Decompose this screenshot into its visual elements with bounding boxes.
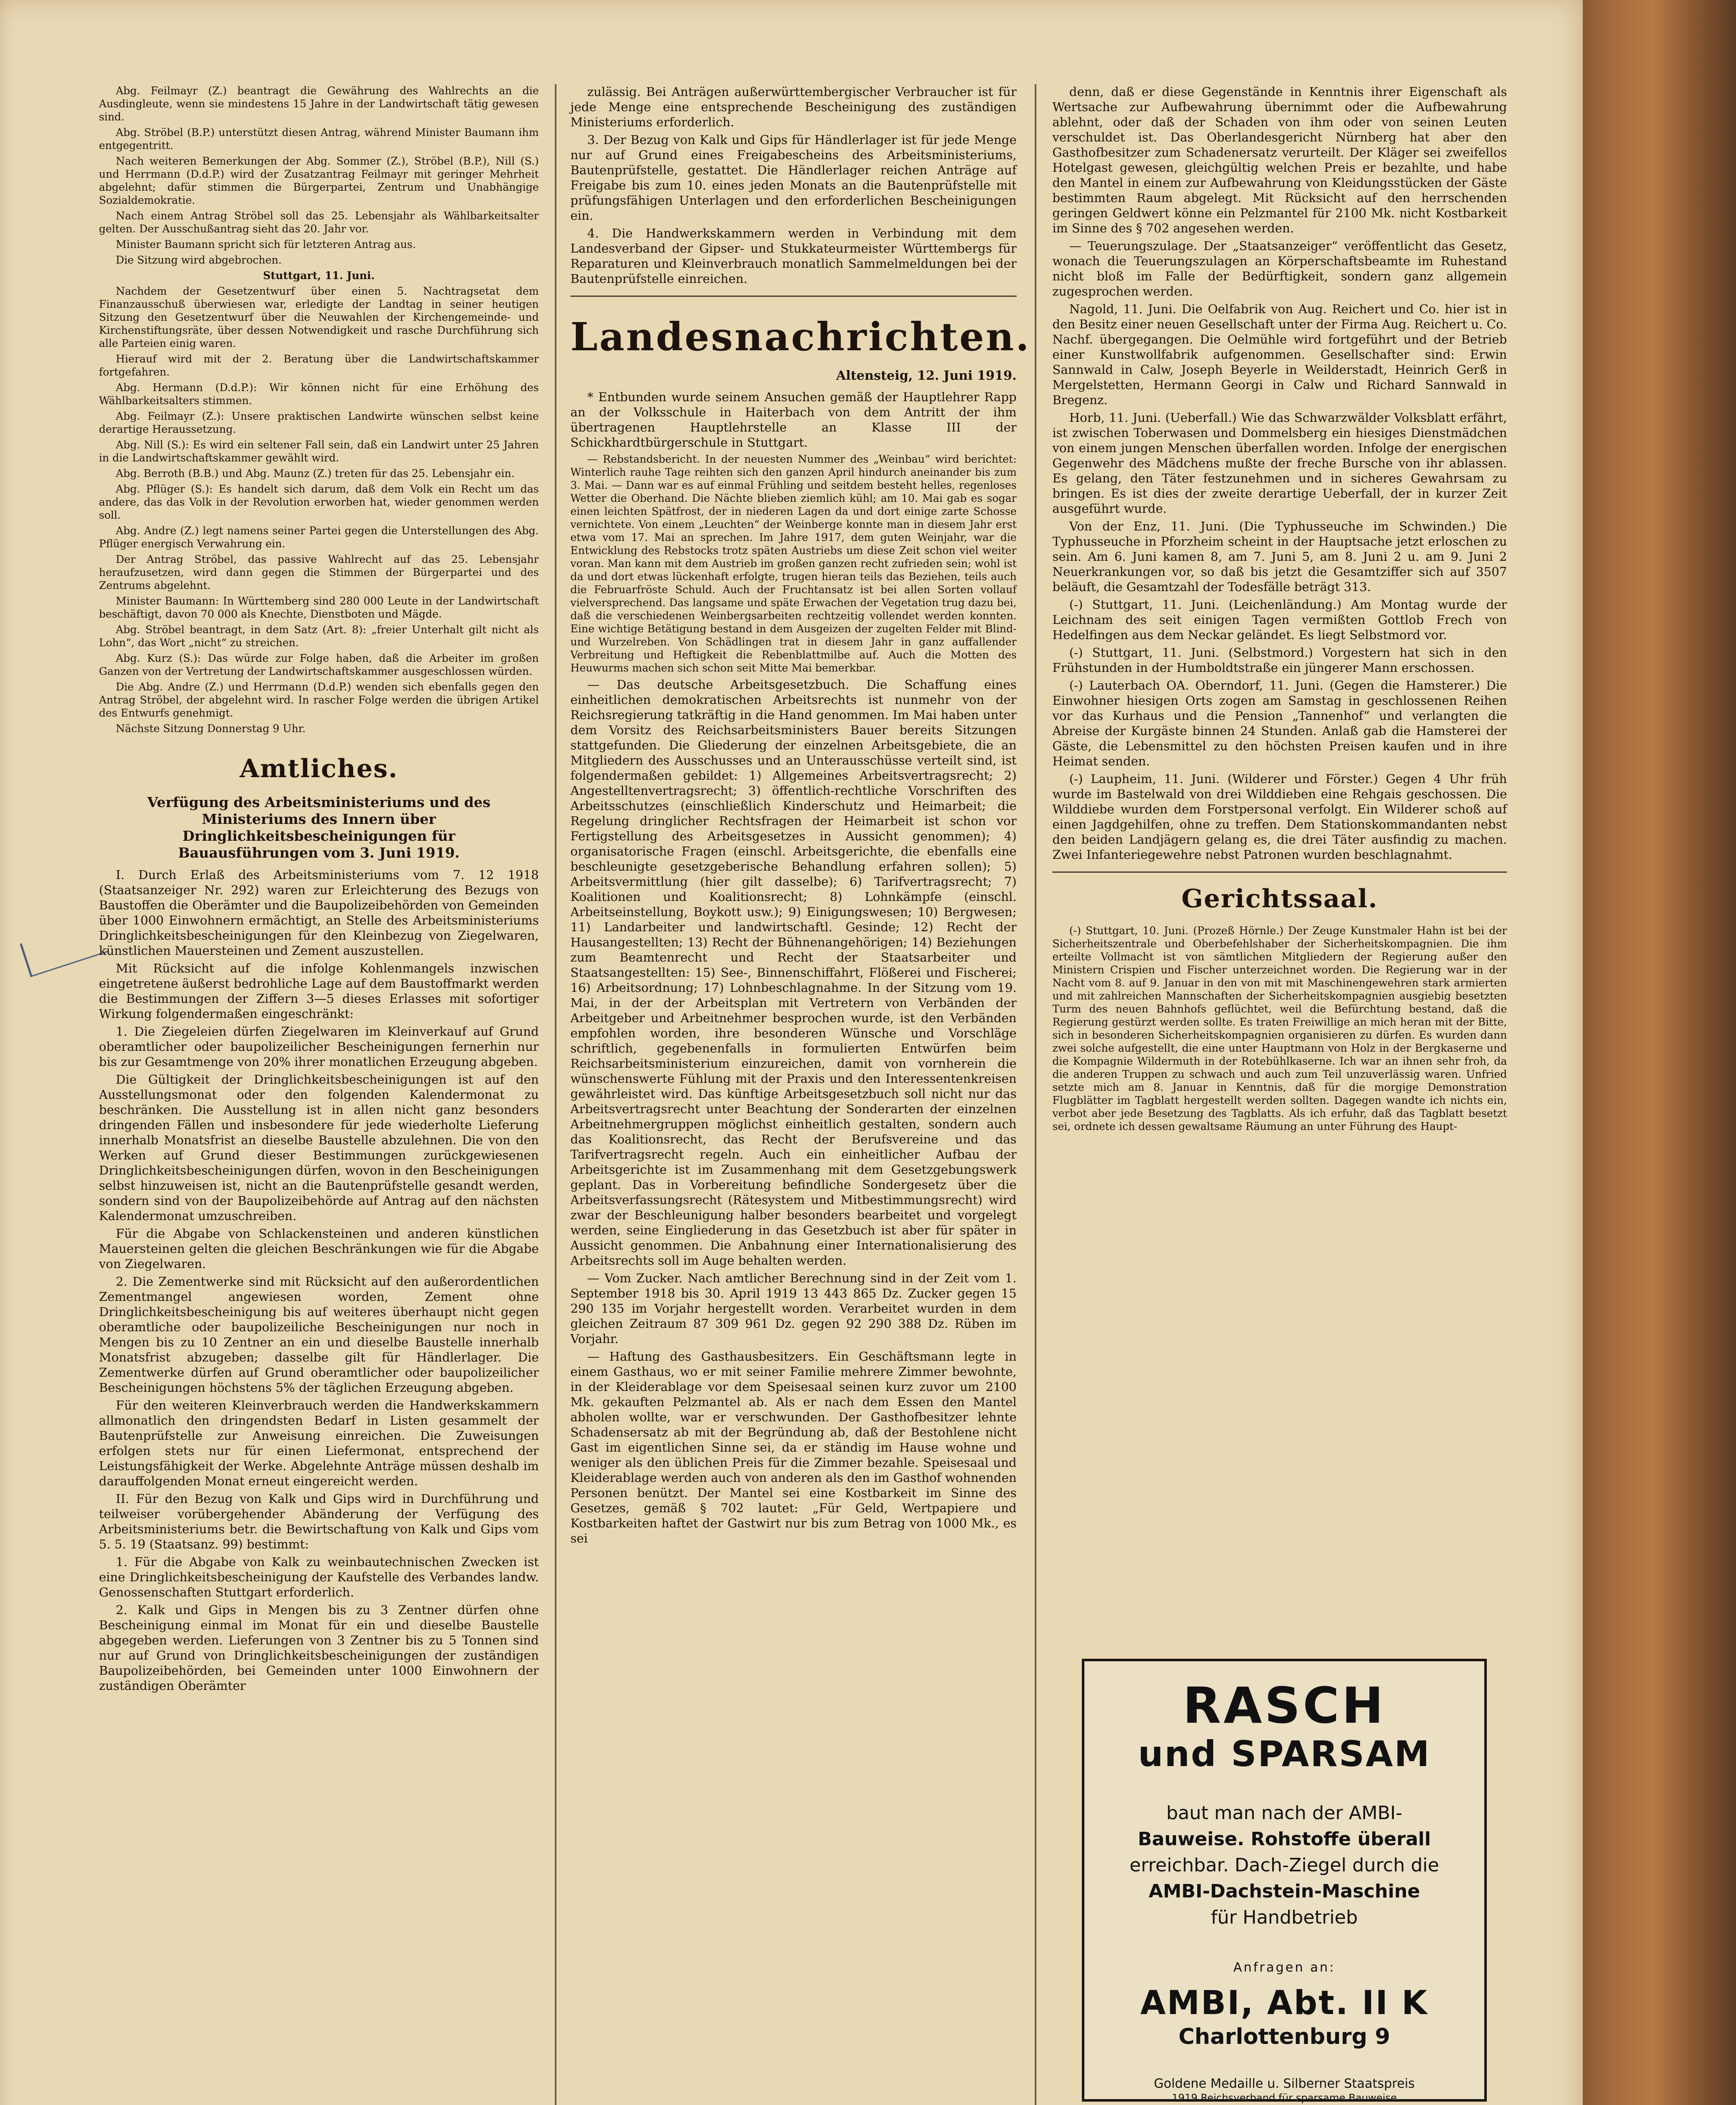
ad-award: Goldene Medaille u. Silberner Staatspreis: [1154, 2076, 1415, 2091]
paragraph: Nächste Sitzung Donnerstag 9 Uhr.: [116, 722, 306, 735]
ad-award-line2: 1919 Reichsverband für sparsame Bauweise: [1172, 2092, 1397, 2104]
paragraph: Minister Baumann: In Württemberg sind 280 000 Leute in der Landwirtschaft beschäftigt, davon 70 000 als Knechte, Dienstboten und Mägde.: [99, 595, 539, 620]
paragraph: Abg. Nill (S.): Es wird ein seltener Fall sein, daß ein Landwirt unter 25 Jahren in die Landwirtschaftskammer gewählt wird.: [99, 439, 539, 464]
paragraph: Abg. Feilmayr (Z.) beantragt die Gewährung des Wahlrechts an die Ausdingleute, wenn sie mindestens 15 Jahre in der Landwirtschaft tätig gewesen sind.: [99, 85, 539, 123]
paragraph: Nagold, 11. Juni. Die Oelfabrik von Aug. Reichert und Co. hier ist in den Besitz einer neuen Gesellschaft unter der Firma Aug. Reichert u. Co. Nachf. übergegangen. Die Oelmühle wird fortgeführt und der Betrieb einer Kunstwollfabrik aufgenommen. Gesellschafter sind: Erwin Sannwald in Calw, Joseph Beyerle in Weilderstadt, Heinrich Gerß in Mergelstetten, Hermann Georgi in Calw und Richard Sannwald in Bregenz.: [1052, 302, 1507, 407]
dateline: Stuttgart, 11. Juni.: [263, 269, 375, 282]
divider: [1052, 871, 1507, 873]
paragraph: (-) Stuttgart, 10. Juni. (Prozeß Hörnle.) Der Zeuge Kunstmaler Hahn ist bei der Sicherheitszentrale und Oberbefehlshaber der Sicherheitskompagnien. Die ihm erteilte Vollmacht ist von sämtlichen Mitgliedern der Regierung außer den Ministern Crispien und Fischer unterzeichnet worden. Die Regierung war in der Nacht vom 8. auf 9. Januar in den von mit mit Maschinengewehren stark armierten und mit zahlreichen Mannschaften der Sicherheitskompagnien ausgiebig besetzten Turm des neuen Bahnhofs geflüchtet, weil die Befürchtung bestand, daß die Regierung gestürzt werden sollte. Es traten Freiwillige an mich heran mit der Bitte, sich in besonderen Sicherheitskompagnien organisieren zu dürfen. Es wurden dann zwei solche aufgestellt, die eine unter Hauptmann von Holz in der Bergkaserne und die Kompagnie Wildermuth in der Rotebühlkaserne. Ich war an ihnen sehr froh, da die anderen Truppen zu schwach und auch zum Teil unzuverlässig waren. Unfried setzte mich am 8. Januar in Kenntnis, daß für die morgige Demonstration Flugblätter im Tagblatt hergestellt werden sollten. Dagegen wandte ich nichts ein, verbot aber jede Besetzung des Tagblatts. Als ich erfuhr, daß das Tagblatt besetzt sei, ordnete ich dessen gewaltsame Räumung an unter Führung des Haupt-: [1052, 925, 1507, 1132]
paragraph: — Teuerungszulage. Der „Staatsanzeiger“ veröffentlicht das Gesetz, wonach die Teuerungszulagen an Körperschaftsbeamte im Ruhestand nicht bloß im Falle der Bedürftigkeit, sondern ganz allgemein zugesprochen werden.: [1052, 239, 1507, 298]
ad-address: Charlottenburg 9: [1178, 2024, 1390, 2049]
paragraph: 2. Die Zementwerke sind mit Rücksicht auf den außerordentlichen Zementmangel angewiesen worden, Zement ohne Dringlichkeitsbescheinigung bis auf weiteres überhaupt nicht gegen oberamtliche oder baupolizeiliche Bescheinigungen nur noch in Mengen bis zu 10 Zentner an ein und dieselbe Baustelle innerhalb Monatsfrist abzugeben; dasselbe gilt für Händlerlager. Die Zementwerke dürfen auf Grund oberamtlicher oder baupolizeilicher Bescheinigungen höchstens 5% der täglichen Erzeugung abgeben.: [99, 1274, 539, 1395]
paragraph: (-) Stuttgart, 11. Juni. (Leichenländung.) Am Montag wurde der Leichnam des seit einigen Tagen vermißten Gottlob Frech von Hedelfingen aus dem Neckar geländet. Es liegt Selbstmord vor.: [1052, 597, 1507, 642]
ad-body-line: Bauweise. Rohstoffe überall: [1137, 1828, 1431, 1850]
paragraph: 1. Für die Abgabe von Kalk zu weinbautechnischen Zwecken ist eine Dringlichkeitsbescheinigung der Kaufstelle des Verbandes landw. Genossenschaften Stuttgart erforderlich.: [99, 1555, 539, 1599]
ad-body-line: für Handbetrieb: [1211, 1907, 1358, 1928]
section-title-landesnachrichten: Landesnachrichten.: [570, 314, 1031, 360]
paragraph: (-) Lauterbach OA. Oberndorf, 11. Juni. (Gegen die Hamsterer.) Die Einwohner hiesigen Orts zogen am Samstag in geschlossenen Reihen vor das Kurhaus und die Pension „Tannenhof“ und verlangten die Abreise der Kurgäste binnen 24 Stunden. Anlaß gab die Hamsterei der Gäste, die Lebensmittel zu den höchsten Preisen kaufen und in ihre Heimat senden.: [1052, 678, 1507, 768]
paragraph: 2. Kalk und Gips in Mengen bis zu 3 Zentner dürfen ohne Bescheinigung einmal im Monat für ein und dieselbe Baustelle abgegeben werden. Lieferungen von 3 Zentner bis zu 5 Tonnen sind nur auf Grund von Dringlichkeitsbescheinigungen der zuständigen Baupolizeibehörden, bei Gemeinden unter 1000 Einwohnern der zuständigen Oberämter: [99, 1603, 539, 1693]
paragraph: Minister Baumann spricht sich für letzteren Antrag aus.: [116, 238, 416, 250]
ad-body-line: AMBI-Dachstein-Maschine: [1148, 1881, 1420, 1902]
paragraph: Nach weiteren Bemerkungen der Abg. Sommer (Z.), Ströbel (B.P.), Nill (S.) und Herrmann (D.d.P.) wird der Zusatzantrag Feilmayr mit geringer Mehrheit abgelehnt; dafür stimmen die Bürgerpartei, Zentrum und Unabhängige Sozialdemokratie.: [99, 155, 539, 206]
paragraph: Hierauf wird mit der 2. Beratung über die Landwirtschaftskammer fortgefahren.: [99, 353, 539, 378]
ad-body-line: baut man nach der AMBI-: [1166, 1802, 1403, 1824]
ad-firm: AMBI, Abt. II K: [1140, 1984, 1429, 2022]
paragraph: Abg. Hermann (D.d.P.): Wir können nicht für eine Erhöhung des Wählbarkeitsalters stimmen.: [99, 381, 539, 407]
paragraph: Abg. Kurz (S.): Das würde zur Folge haben, daß die Arbeiter im großen Ganzen von der Vertretung der Landwirtschaftskammer ausgeschlossen würden.: [99, 652, 539, 677]
section-title-amtliches: Amtliches.: [240, 754, 398, 783]
column-rule: [1035, 84, 1036, 2105]
paragraph: II. Für den Bezug von Kalk und Gips wird in Durchführung und teilweiser vorübergehender Abänderung der Verfügung des Arbeitsministeriums betr. die Bewirtschaftung von Kalk und Gips vom 5. 5. 19 (Staatsanz. 99) bestimmt:: [99, 1492, 539, 1551]
paragraph: Der Antrag Ströbel, das passive Wahlrecht auf das 25. Lebensjahr heraufzusetzen, wird dann gegen die Stimmen der Bürgerpartei und des Zentrums abgelehnt.: [99, 553, 539, 592]
paragraph: Horb, 11. Juni. (Ueberfall.) Wie das Schwarzwälder Volksblatt erfährt, ist zwischen Toberwasen und Dommelsberg ein hiesiges Dienstmädchen von einem jungen Menschen überfallen worden. Infolge der energischen Gegenwehr des Mädchens mußte der freche Bursche von ihr ablassen. Es gelang, den Täter festzunehmen und in sicheres Gewahrsam zu bringen. Es ist dies der zweite derartige Ueberfall, der in kurzer Zeit ausgeführt wurde.: [1052, 410, 1507, 516]
paragraph: Von der Enz, 11. Juni. (Die Typhusseuche im Schwinden.) Die Typhusseuche in Pforzheim scheint in der Hauptsache jetzt erloschen zu sein. Am 6. Juni kamen 8, am 7. Juni 5, am 8. Juni 2 u. am 9. Juni 2 Neuerkrankungen vor, so daß bis jetzt die Gesamtziffer sich auf 3507 beläuft, die Gesamtzahl der Todesfälle beträgt 313.: [1052, 519, 1507, 594]
paragraph: Die Sitzung wird abgebrochen.: [116, 254, 282, 266]
paragraph: Abg. Ströbel (B.P.) unterstützt diesen Antrag, während Minister Baumann ihm entgegentritt.: [99, 126, 539, 152]
paragraph: Für die Abgabe von Schlackensteinen und anderen künstlichen Mauersteinen gelten die gleichen Beschränkungen wie für die Abgabe von Ziegelwaren.: [99, 1226, 539, 1271]
paragraph: I. Durch Erlaß des Arbeitsministeriums vom 7. 12 1918 (Staatsanzeiger Nr. 292) waren zur Erleichterung des Bezugs von Baustoffen die Oberämter und die Baupolizeibehörden von Gemeinden über 1000 Einwohnern ermächtigt, an Stelle des Arbeitsministeriums Dringlichkeitsbescheinigungen für den Kleinbezug von Ziegelwaren, künstlichen Mauersteinen und Zement auszustellen.: [99, 868, 539, 958]
paragraph: Abg. Andre (Z.) legt namens seiner Partei gegen die Unterstellungen des Abg. Pflüger energisch Verwahrung ein.: [99, 525, 539, 550]
ad-subheadline: und SPARSAM: [1138, 1733, 1431, 1775]
paragraph: (-) Stuttgart, 11. Juni. (Selbstmord.) Vorgestern hat sich in den Frühstunden in der Humboldtstraße ein jüngerer Mann erschossen.: [1052, 645, 1507, 675]
paragraph: 4. Die Handwerkskammern werden in Verbindung mit dem Landesverband der Gipser- und Stukkateurmeister Württembergs für Reparaturen und Kleinverbrauch monatlich Sammelmeldungen bei der Bautenprüfstelle einreichen.: [570, 226, 1017, 286]
paragraph: Mit Rücksicht auf die infolge Kohlenmangels inzwischen eingetretene äußerst bedrohliche Lage auf dem Baustoffmarkt werden die Bestimmungen der Ziffern 3—5 dieses Erlasses mit sofortiger Wirkung folgendermaßen eingeschränkt:: [99, 961, 539, 1021]
paragraph: Für den weiteren Kleinverbrauch werden die Handwerkskammern allmonatlich den dringendsten Bedarf in Listen gesammelt der Bautenprüfstelle zur Anweisung einreichen. Die Zuweisungen erfolgen stets nur für einen Liefermonat, entsprechend der Leistungsfähigkeit der Werke. Abgelehnte Anträge müssen deshalb im darauffolgenden Monat erneut eingereicht werden.: [99, 1398, 539, 1488]
column-1: [99, 84, 539, 1696]
paragraph: Die Abg. Andre (Z.) und Herrmann (D.d.P.) wenden sich ebenfalls gegen den Antrag Ströbel, der abgelehnt wird. In rascher Folge werden die übrigen Artikel des Entwurfs genehmigt.: [99, 681, 539, 719]
paragraph: 3. Der Bezug von Kalk und Gips für Händlerlager ist für jede Menge nur auf Grund eines Freigabescheins des Arbeitsministeriums, Bautenprüfstelle, gestattet. Die Händlerlager reichen Anträge auf Freigabe bis zum 10. eines jeden Monats an die Bautenprüfstelle mit prüfungsfähigen Unterlagen und den erforderlichen Bescheinigungen ein.: [570, 133, 1017, 223]
paragraph: Abg. Feilmayr (Z.): Unsere praktischen Landwirte wünschen selbst keine derartige Heraussetzung.: [99, 410, 539, 435]
paragraph: Nach einem Antrag Ströbel soll das 25. Lebensjahr als Wählbarkeitsalter gelten. Der Ausschußantrag sieht das 20. Jahr vor.: [99, 210, 539, 235]
column-3: [1052, 84, 1507, 1135]
landtag-report: [99, 84, 539, 735]
paragraph: denn, daß er diese Gegenstände in Kenntnis ihrer Eigenschaft als Wertsache zur Aufbewahrung übernimmt oder die Aufbewahrung ablehnt, oder daß der Schaden von ihm oder von seinen Leuten verschuldet ist. Das Oberlandesgericht Nürnberg hat aber den Gasthofbesitzer zum Schadenersatz verurteilt. Der Kläger sei zweifellos Hotelgast gewesen, gleichgültig welchen Preis er bezahlte, und habe den Mantel in einem zur Aufbewahrung von Kleidungsstücken der Gäste bestimmten Raum abgelegt. Mit Rücksicht auf den herrschenden geringen Geldwert könne ein Pelzmantel für 2100 Mk. nicht Kostbarkeit im Sinne des § 702 angesehen werden.: [1052, 85, 1507, 235]
paragraph: — Das deutsche Arbeitsgesetzbuch. Die Schaffung eines einheitlichen demokratischen Arbeitsrechts ist nunmehr von der Reichsregierung tatkräftig in die Hand genommen. Im Mai haben unter dem Vorsitz des Reichsarbeitsministers Bauer bereits Sitzungen stattgefunden. Die Gliederung der einzelnen Arbeitsgebiete, die an Mitgliedern des Ausschusses und an Unterausschüsse verteilt sind, ist folgendermaßen gebildet: 1) Allgemeines Arbeitsvertragsrecht; 2) Angestelltenvertragsrecht; 3) öffentlich-rechtliche Vorschriften des Arbeitsschutzes (einschließlich Kinderschutz und Heimarbeit; die Regelung dringlicher Rechtsfragen der Heimarbeit ist schon vor Fertigstellung des Arbeitsgesetzes in Aussicht genommen); 4) organisatorische Fragen (einschl. Arbeitsgerichte, die ebenfalls eine beschleunigte gesetzgeberische Behandlung erfahren sollen); 5) Arbeitsvermittlung (hier gilt dasselbe); 6) Tarifvertragsrecht; 7) Koalitionen und Koalitionsrecht; 8) Lohnkämpfe (einschl. Arbeitseinstellung, Boykott usw.); 9) Einigungswesen; 10) Bergwesen; 11) Landarbeiter und landwirtschaftl. Gesinde; 12) Recht der Hausangestellten; 13) Recht der Bühnenangehörigen; 14) Beziehungen zum Beamtenrecht und Recht der Staatsarbeiter und Staatsangestellten: 15) See-, Binnenschiffahrt, Flößerei und Fischerei; 16) Arbeitsordnung; 17) Lohnbeschlagnahme. In der Sitzung vom 19. Mai, in der der Arbeitsplan mit Vertretern von Verbänden der Arbeitgeber und Arbeitnehmer besprochen wurde, ist den Verbänden empfohlen worden, ihre besonderen Wünsche und Vorschläge schriftlich, gegebenenfalls in formulierten Entwürfen beim Reichsarbeitsministerium einzureichen, damit von vornherein die wünschenswerte Fühlung mit der Praxis und den Interessentenkreisen gewährleistet wird. Das künftige Arbeitsgesetzbuch soll nicht nur das Arbeitsvertragsrecht unter Beachtung der Sonderarten der einzelnen Arbeitnehmergruppen möglichst einheitlich gestalten, sondern auch das Koalitionsrecht, das Recht der Berufsvereine und das Tarifvertragsrecht regeln. Auch ein einheitlicher Aufbau der Arbeitsgerichte ist im Zusammenhang mit dem Gesetzgebungswerk geplant. Das in Vorbereitung befindliche Sondergesetz über die Arbeitsverfassungsrecht (Rätesystem und Mitbestimmungsrecht) wird zwar der Beschleunigung halber besonders bearbeitet und vorgelegt werden, seine Eingliederung in das Gesetzbuch ist aber für später in Aussicht genommen. Die Anbahnung einer Internationalisierung des Arbeitsrechts soll im Auge behalten werden.: [570, 677, 1017, 1268]
book-binding: [1583, 0, 1736, 2105]
paragraph: 1. Die Ziegeleien dürfen Ziegelwaren im Kleinverkauf auf Grund oberamtlicher oder baupolizeilicher Bescheinigungen fernerhin nur bis zur Gesamtmenge von 20% ihrer monatlichen Erzeugung abgeben.: [99, 1024, 539, 1069]
paragraph: (-) Laupheim, 11. Juni. (Wilderer und Förster.) Gegen 4 Uhr früh wurde im Bastelwald von drei Wilddieben eine Rehgais geschossen. Die Wilddiebe wurden dem Forstpersonal verfolgt. Ein Wilderer schoß auf einen Jagdgehilfen, ohne zu treffen. Dem Stationskommandanten nebst den beiden Landjägern gelang es, die drei Täter ausfindig zu machen. Zwei Infanteriegewehre nebst Patronen wurden beschlagnahmt.: [1052, 772, 1507, 862]
paragraph: — Haftung des Gasthausbesitzers. Ein Geschäftsmann legte in einem Gasthaus, wo er mit seiner Familie mehrere Zimmer bewohnte, in der Kleiderablage vor dem Speisesaal seinen kurz zuvor um 2100 Mk. gekauften Pelzmantel ab. Als er nach dem Essen den Mantel abholen wollte, war er verschwunden. Der Gasthofbesitzer lehnte Schadensersatz ab mit der Begründung ab, daß der Bestohlene nicht Gast im eigentlichen Sinne sei, da er ständig im Hause wohne und weniger als den üblichen Preis für die Zimmer bezahle. Speisesaal und Kleiderablage werden auch von anderen als den im Gasthof wohnenden Personen benützt. Der Mantel sei eine Kostbarkeit im Sinne des Gesetzes, gemäß § 702 lautet: „Für Geld, Wertpapiere und Kostbarkeiten haftet der Gastwirt nur bis zum Betrag von 1000 Mk., es sei: [570, 1349, 1017, 1545]
ad-headline: RASCH: [1182, 1676, 1386, 1735]
paragraph: — Rebstandsbericht. In der neuesten Nummer des „Weinbau“ wird berichtet: Winterlich rauhe Tage reihten sich den ganzen April hindurch aneinander bis zum 3. Mai. — Dann war es auf einmal Frühling und seitdem besteht helles, regenloses Wetter die Oberhand. Die Nächte blieben ziemlich kühl; am 10. Mai gab es sogar einen leichten Spätfrost, der in niederen Lagen da und dort einige zarte Schosse vernichtete. Von einem „Leuchten“ der Weinberge konnte man in diesem Jahr erst etwa vom 17. Mai an sprechen. Im Jahre 1917, dem guten Weinjahr, war die Entwicklung des Rebstocks trotz späten Austriebs um diese Zeit schon viel weiter voran. Man kann mit dem Austrieb im großen ganzen recht zufrieden sein; wohl ist da und dort etwas lückenhaft erfolgte, trugen hieran teils das Beziehen, teils auch die Februarfröste Schuld. Auch der Fruchtansatz ist bei allen Sorten vollauf vielversprechend. Das langsame und späte Erwachen der Vegetation trug dazu bei, daß die verschiedenen Weinbergsarbeiten rechtzeitig vollendet werden konnten. Eine wichtige Betätigung bestand in dem Ausgeizen der zugelten Felder mit Blind- und Wurzelreben. Von Schädlingen trat in diesem Jahr in ganz auffallender Verbreitung und Heftigkeit die Rebenblattmilbe auf. Auch die Motten des Heuwurms machen sich schon seit Mitte Mai bemerkbar.: [570, 453, 1017, 674]
paragraph: Abg. Berroth (B.B.) und Abg. Maunz (Z.) treten für das 25. Lebensjahr ein.: [116, 467, 515, 480]
paragraph: zulässig. Bei Anträgen außerwürttembergischer Verbraucher ist für jede Menge eine entsprechende Bescheinigung des zuständigen Ministeriums erforderlich.: [570, 85, 1017, 129]
column-2: [570, 84, 1031, 1548]
paragraph: * Entbunden wurde seinem Ansuchen gemäß der Hauptlehrer Rapp an der Volksschule in Haiterbach von dem Antritt der ihm übertragenen Hauptlehrstelle an Klasse III der Schickhardtbürgerschule in Stuttgart.: [570, 390, 1017, 450]
ad-body: [1084, 1800, 1484, 1931]
section-title-gerichtssaal: Gerichtssaal.: [1181, 884, 1378, 914]
advertisement-ambi: [1082, 1659, 1487, 2102]
paragraph: — Vom Zucker. Nach amtlicher Berechnung sind in der Zeit vom 1. September 1918 bis 30. April 1919 13 443 865 Dz. Zucker gegen 15 290 135 im Vorjahr hergestellt worden. Verarbeitet wurden in dem gleichen Zeitraum 87 309 961 Dz. gegen 92 290 388 Dz. Rüben im Vorjahr.: [570, 1271, 1017, 1346]
dateline: Altensteig, 12. Juni 1919.: [836, 368, 1017, 383]
paragraph: Die Gültigkeit der Dringlichkeitsbescheinigungen ist auf den Ausstellungsmonat oder den folgenden Kalendermonat zu beschränken. Die Ausstellung ist in allen nicht ganz besonders dringenden Fällen und insbesondere für jede wiederholte Lieferung innerhalb Monatsfrist an dieselbe Baustelle abzulehnen. Die von den Werken auf Grund dieser Bestimmungen zurückgewiesenen Dringlichkeitsbescheinigungen dürfen, wovon in den Bescheinigungen selbst hinzuweisen ist, nicht an die Bautenprüfstelle gesandt werden, sondern sind von der Baupolizeibehörde auf Antrag auf den nächsten Kalendermonat umzuschreiben.: [99, 1072, 539, 1223]
divider: [570, 296, 1017, 297]
ad-request: Anfragen an:: [1233, 1960, 1336, 1975]
decree-title: Verfügung des Arbeitsministeriums und des Ministeriums des Innern über Dringlichkeitsbescheinigungen für Bauausführungen vom 3. Juni 1919.: [147, 794, 491, 861]
decree-text: [99, 867, 539, 1693]
paragraph: Abg. Ströbel beantragt, in dem Satz (Art. 8): „freier Unterhalt gilt nicht als Lohn“, das Wort „nicht“ zu streichen.: [99, 624, 539, 649]
paragraph: Nachdem der Gesetzentwurf über einen 5. Nachtragsetat dem Finanzausschuß überwiesen war, erledigte der Landtag in seiner heutigen Sitzung den Gesetzentwurf über die Neuwahlen der Kirchengemeinde- und Kirchenstiftungsräte, über dessen Notwendigkeit und rasche Durchführung sich alle Parteien einig waren.: [99, 285, 539, 349]
column-rule: [555, 84, 556, 2105]
ad-body-line: erreichbar. Dach-Ziegel durch die: [1129, 1855, 1439, 1876]
paragraph: Abg. Pflüger (S.): Es handelt sich darum, daß dem Volk ein Recht um das andere, das das Volk in der Revolution erworben hat, wieder genommen werden soll.: [99, 483, 539, 521]
